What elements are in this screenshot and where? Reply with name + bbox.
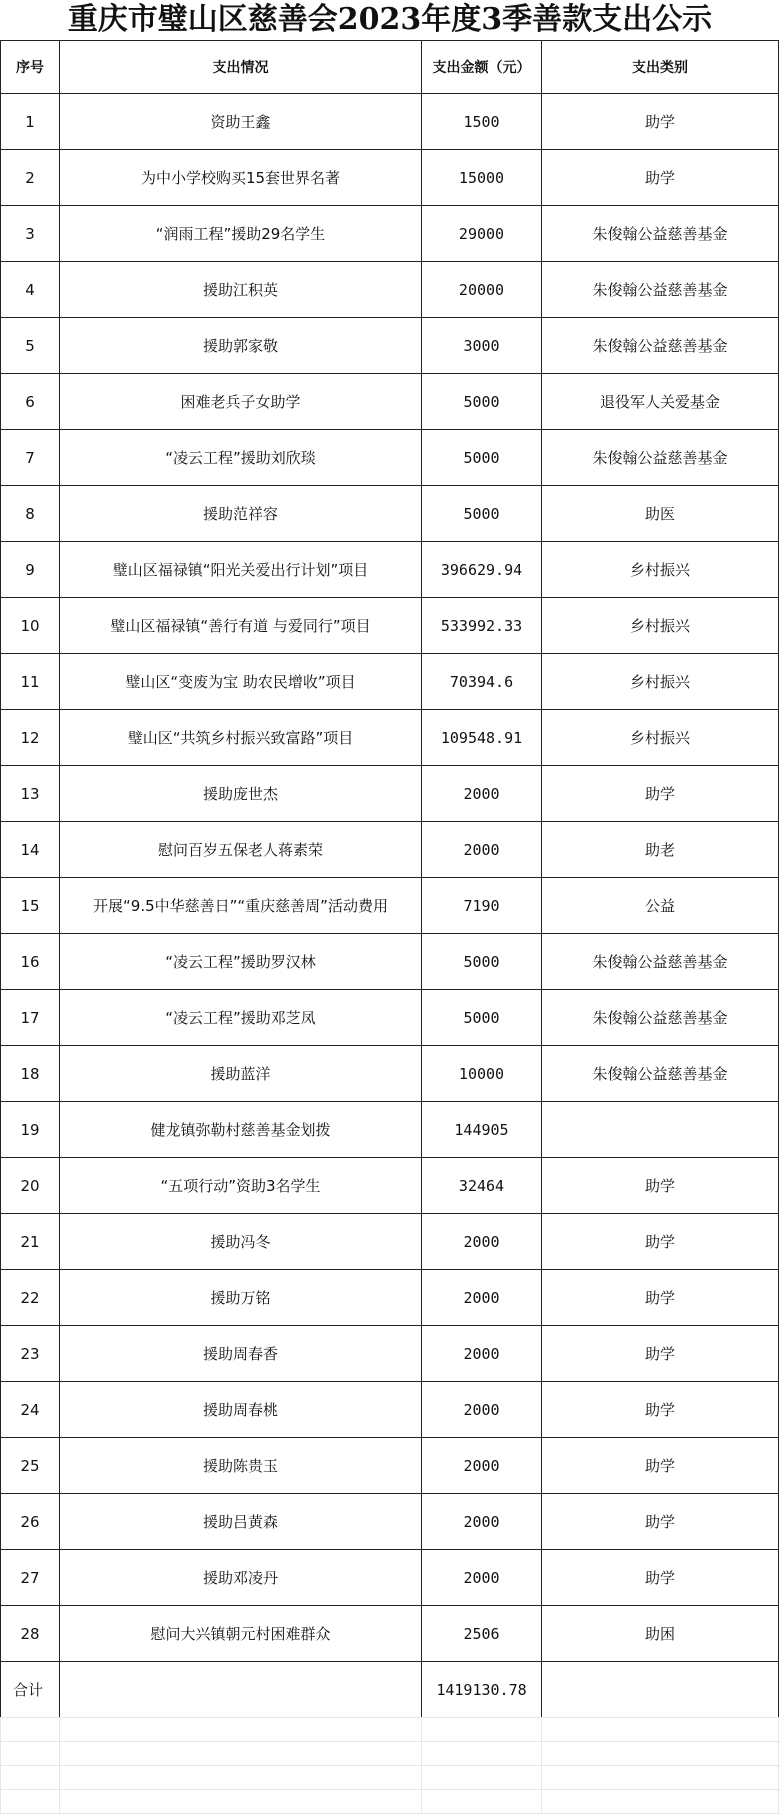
cell-category: 朱俊翰公益慈善基金 (542, 934, 779, 990)
cell-desc: 援助吕黄森 (60, 1494, 422, 1550)
total-desc-cell (60, 1662, 422, 1718)
total-row (1, 1662, 779, 1718)
cell-amount: 144905 (422, 1102, 542, 1158)
cell-category: 朱俊翰公益慈善基金 (542, 262, 779, 318)
cell-desc: 开展“9.5中华慈善日”“重庆慈善周”活动费用 (60, 878, 422, 934)
grid-column-line (421, 1717, 422, 1814)
total-category-cell (542, 1662, 779, 1718)
cell-amount: 5000 (422, 486, 542, 542)
cell-category: 乡村振兴 (542, 654, 779, 710)
cell-desc: 援助蓝洋 (60, 1046, 422, 1102)
cell-seq: 26 (1, 1494, 60, 1550)
cell-desc: 援助范祥容 (60, 486, 422, 542)
cell-amount: 533992.33 (422, 598, 542, 654)
cell-amount: 2000 (422, 1326, 542, 1382)
header-seq: 序号 (1, 41, 60, 94)
cell-seq: 5 (1, 318, 60, 374)
cell-amount: 5000 (422, 990, 542, 1046)
cell-category: 退役军人关爱基金 (542, 374, 779, 430)
cell-desc: “凌云工程”援助邓芝凤 (60, 990, 422, 1046)
cell-seq: 21 (1, 1214, 60, 1270)
cell-desc: 援助陈贵玉 (60, 1438, 422, 1494)
cell-desc: 为中小学校购买15套世界名著 (60, 150, 422, 206)
cell-desc: 璧山区福禄镇“阳光关爱出行计划”项目 (60, 542, 422, 598)
cell-category: 助学 (542, 1158, 779, 1214)
header-category: 支出类别 (542, 41, 779, 94)
cell-amount: 2000 (422, 1550, 542, 1606)
cell-amount: 29000 (422, 206, 542, 262)
total-label: 合计 (1, 1662, 60, 1718)
table-row (1, 878, 779, 934)
cell-category: 朱俊翰公益慈善基金 (542, 206, 779, 262)
cell-desc: “凌云工程”援助罗汉林 (60, 934, 422, 990)
cell-category: 助学 (542, 1214, 779, 1270)
cell-seq: 13 (1, 766, 60, 822)
cell-desc: 资助王鑫 (60, 94, 422, 150)
cell-desc: 援助郭家敬 (60, 318, 422, 374)
cell-category (542, 1102, 779, 1158)
cell-amount: 2000 (422, 1494, 542, 1550)
cell-amount: 10000 (422, 1046, 542, 1102)
table-row (1, 94, 779, 150)
cell-seq: 23 (1, 1326, 60, 1382)
page-title: 重庆市璧山区慈善会2023年度3季善款支出公示 (67, 2, 713, 37)
table-row (1, 1158, 779, 1214)
cell-seq: 3 (1, 206, 60, 262)
table-row (1, 1494, 779, 1550)
cell-amount: 5000 (422, 374, 542, 430)
cell-seq: 20 (1, 1158, 60, 1214)
cell-desc: 援助冯冬 (60, 1214, 422, 1270)
cell-desc: “润雨工程”援助29名学生 (60, 206, 422, 262)
cell-desc: 援助邓凌丹 (60, 1550, 422, 1606)
cell-category: 助学 (542, 1550, 779, 1606)
table-row (1, 766, 779, 822)
header-amount: 支出金额（元） (422, 41, 542, 94)
table-row (1, 150, 779, 206)
table-row (1, 1438, 779, 1494)
cell-seq: 22 (1, 1270, 60, 1326)
cell-desc: 援助周春桃 (60, 1382, 422, 1438)
cell-amount: 2000 (422, 1438, 542, 1494)
cell-amount: 2000 (422, 822, 542, 878)
cell-seq: 17 (1, 990, 60, 1046)
cell-desc: 健龙镇弥勒村慈善基金划拨 (60, 1102, 422, 1158)
spreadsheet-grid-background (0, 1717, 780, 1814)
cell-seq: 9 (1, 542, 60, 598)
cell-category: 乡村振兴 (542, 710, 779, 766)
cell-category: 助学 (542, 1326, 779, 1382)
cell-category: 朱俊翰公益慈善基金 (542, 1046, 779, 1102)
grid-column-line (778, 1717, 779, 1814)
table-row (1, 1214, 779, 1270)
grid-column-line (541, 1717, 542, 1814)
cell-seq: 6 (1, 374, 60, 430)
cell-seq: 16 (1, 934, 60, 990)
cell-amount: 1500 (422, 94, 542, 150)
cell-desc: 璧山区“共筑乡村振兴致富路”项目 (60, 710, 422, 766)
cell-amount: 5000 (422, 430, 542, 486)
cell-amount: 396629.94 (422, 542, 542, 598)
cell-seq: 15 (1, 878, 60, 934)
table-row (1, 1326, 779, 1382)
table-row (1, 598, 779, 654)
cell-category: 助学 (542, 1494, 779, 1550)
cell-desc: 璧山区“变废为宝 助农民增收”项目 (60, 654, 422, 710)
table-row (1, 430, 779, 486)
cell-desc: 援助周春香 (60, 1326, 422, 1382)
cell-seq: 7 (1, 430, 60, 486)
table-row (1, 262, 779, 318)
cell-desc: 慰问大兴镇朝元村困难群众 (60, 1606, 422, 1662)
cell-seq: 24 (1, 1382, 60, 1438)
cell-amount: 2506 (422, 1606, 542, 1662)
table-row (1, 542, 779, 598)
table-row (1, 1550, 779, 1606)
table-body (1, 94, 779, 1662)
cell-seq: 19 (1, 1102, 60, 1158)
table-row (1, 990, 779, 1046)
grid-column-line (59, 1717, 60, 1814)
table-row (1, 822, 779, 878)
table-row (1, 318, 779, 374)
cell-category: 助学 (542, 766, 779, 822)
cell-category: 助学 (542, 1382, 779, 1438)
cell-seq: 12 (1, 710, 60, 766)
cell-desc: 援助江积英 (60, 262, 422, 318)
cell-category: 乡村振兴 (542, 598, 779, 654)
total-amount: 1419130.78 (422, 1662, 542, 1718)
cell-amount: 2000 (422, 1214, 542, 1270)
cell-seq: 27 (1, 1550, 60, 1606)
cell-amount: 3000 (422, 318, 542, 374)
cell-amount: 2000 (422, 766, 542, 822)
table-row (1, 1102, 779, 1158)
table-row (1, 654, 779, 710)
cell-amount: 2000 (422, 1382, 542, 1438)
cell-seq: 14 (1, 822, 60, 878)
cell-category: 助学 (542, 1438, 779, 1494)
cell-amount: 20000 (422, 262, 542, 318)
cell-desc: 慰问百岁五保老人蒋素荣 (60, 822, 422, 878)
cell-seq: 4 (1, 262, 60, 318)
cell-seq: 2 (1, 150, 60, 206)
cell-desc: 援助万铭 (60, 1270, 422, 1326)
cell-category: 朱俊翰公益慈善基金 (542, 318, 779, 374)
cell-category: 助医 (542, 486, 779, 542)
cell-category: 助学 (542, 150, 779, 206)
cell-desc: 困难老兵子女助学 (60, 374, 422, 430)
cell-amount: 32464 (422, 1158, 542, 1214)
cell-desc: 援助庞世杰 (60, 766, 422, 822)
table-row (1, 1046, 779, 1102)
cell-category: 朱俊翰公益慈善基金 (542, 430, 779, 486)
cell-category: 助学 (542, 1270, 779, 1326)
table-row (1, 1382, 779, 1438)
table-row (1, 710, 779, 766)
cell-category: 助困 (542, 1606, 779, 1662)
cell-desc: “五项行动”资助3名学生 (60, 1158, 422, 1214)
cell-desc: 璧山区福禄镇“善行有道 与爱同行”项目 (60, 598, 422, 654)
cell-category: 乡村振兴 (542, 542, 779, 598)
cell-seq: 10 (1, 598, 60, 654)
header-desc: 支出情况 (60, 41, 422, 94)
cell-amount: 7190 (422, 878, 542, 934)
cell-seq: 28 (1, 1606, 60, 1662)
cell-category: 助老 (542, 822, 779, 878)
cell-category: 朱俊翰公益慈善基金 (542, 990, 779, 1046)
cell-amount: 70394.6 (422, 654, 542, 710)
cell-seq: 18 (1, 1046, 60, 1102)
cell-amount: 15000 (422, 150, 542, 206)
table-row (1, 374, 779, 430)
table-row (1, 1606, 779, 1662)
cell-seq: 8 (1, 486, 60, 542)
cell-seq: 25 (1, 1438, 60, 1494)
table-row (1, 1270, 779, 1326)
cell-amount: 5000 (422, 934, 542, 990)
table-row (1, 486, 779, 542)
cell-desc: “凌云工程”援助刘欣琰 (60, 430, 422, 486)
table-row (1, 206, 779, 262)
cell-amount: 2000 (422, 1270, 542, 1326)
cell-seq: 1 (1, 94, 60, 150)
cell-seq: 11 (1, 654, 60, 710)
cell-amount: 109548.91 (422, 710, 542, 766)
table-header-row (1, 41, 779, 94)
table-row (1, 934, 779, 990)
cell-category: 公益 (542, 878, 779, 934)
cell-category: 助学 (542, 94, 779, 150)
expense-table (0, 40, 779, 1718)
